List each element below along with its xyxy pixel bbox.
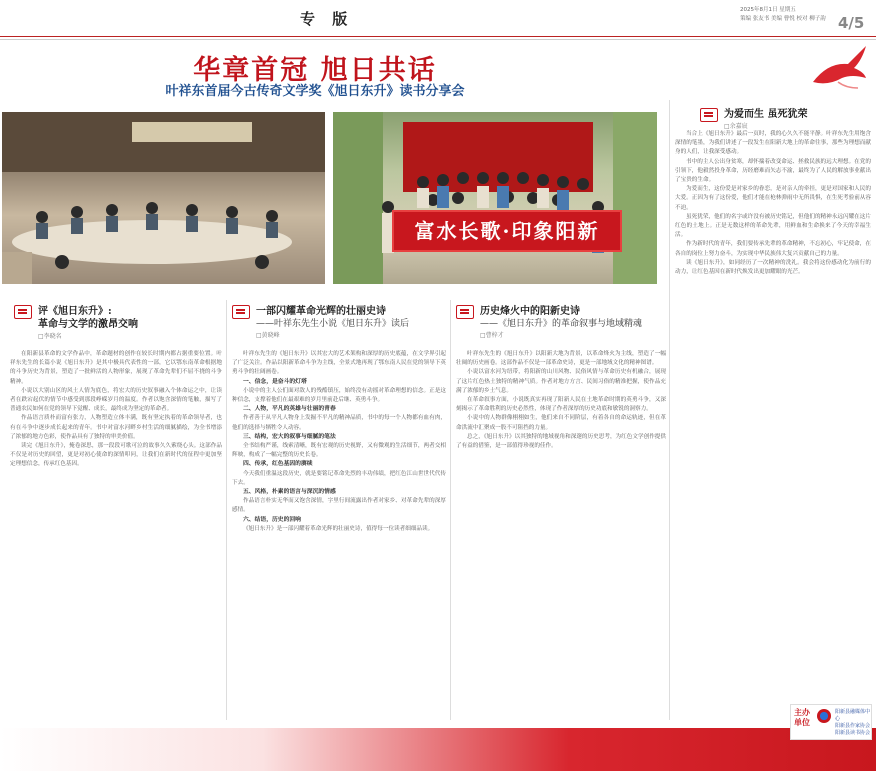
sponsor-name: 阳新县读书协会	[835, 730, 871, 736]
article-paragraph: 叶祥东先生的《旭日东升》以其宏大的艺术架构和深厚的历史底蕴，在文学界引起了广泛关注。作品以阳新革命斗争为主线，全景式地再现了鄂东南人民在党的领导下英勇斗争的壮阔画卷。	[232, 351, 446, 376]
column-divider	[226, 300, 227, 720]
article-section-heading: 六、结语，历史的回响	[243, 516, 301, 523]
page-header	[0, 0, 876, 40]
photo-meeting	[2, 112, 325, 284]
article-paragraph: 为爱而生，这份爱是对家乡的眷恋，是对亲人的牵挂，更是对国家和人民的大爱。正因为有了这份爱，他们才能在枪林弹雨中无所畏惧，在生死考验前从容不迫。	[675, 186, 871, 211]
header-meta	[740, 6, 840, 24]
column-divider	[669, 100, 670, 720]
headline-title: 华章首冠 旭日共话	[193, 55, 437, 86]
article-paragraph: 叶祥东先生的《旭日东升》以阳新大地为背景，以革命烽火为主线，塑造了一幅壮阔的历史画卷。这部作品不仅是一部革命史诗，更是一部地域文化的精神图谱。	[456, 351, 666, 367]
article-1-header	[14, 305, 214, 340]
meeting-scene-graphic	[2, 112, 325, 284]
article-paragraph: 读《旭日东升》，如同经历了一次精神的洗礼。我会将这份感动化为前行的动力，让红色基因在新时代焕发出更加耀眼的光芒。	[675, 259, 871, 276]
red-bird-icon	[808, 42, 868, 92]
article-paragraph: 今天我们重温这段历史，就是要铭记革命先烈的丰功伟绩，把红色江山世世代代传下去。	[232, 470, 446, 486]
article-paragraph: 总之，《旭日东升》以其独特的地域视角和深邃的历史思考，为红色文学创作提供了有益的借鉴，是一部值得珍视的佳作。	[456, 433, 666, 450]
article-paragraph: 小说以富水河为纽带，将阳新的山川风物、民俗风情与革命历史有机融合，展现了这片红色热土独特的精神气质。作者对地方方言、民间习俗的精准把握，使作品充满了浓郁的乡土气息。	[456, 369, 666, 394]
article-paragraph: 小说以大别山区的风土人情为底色，将宏大的历史叙事融入个体命运之中，让读者在跌宕起伏的情节中感受到那段峥嵘岁月的温度。作者以饱含深情的笔触，描写了普通农民如何在党的领导下觉醒、成长，最终成为坚定的革命者。	[10, 387, 222, 413]
header-editors: 策编 张友书 美编 曹悦 校对 柳子韵	[740, 16, 826, 22]
article-3-subtitle: ——《旭日东升》的革命叙事与地域精魂	[480, 319, 643, 329]
article-badge-icon	[700, 108, 718, 122]
article-4-author: □余嘉宸	[724, 123, 748, 130]
sponsor-name: 阳新县作家协会	[835, 723, 871, 729]
article-paragraph: 全书结构严谨，线索清晰，既有宏观的历史视野，又有微观的生活细节，两者交相辉映，构成了一幅完整的历史长卷。	[232, 443, 446, 459]
article-section-heading: 二、人物，平凡的英雄与壮丽的青春	[243, 406, 336, 413]
article-badge-icon	[232, 305, 250, 319]
banner-slogan: 富水长歌·印象阳新	[392, 210, 622, 252]
article-paragraph: 小说中的主人公们面对敌人的残酷镇压，始终没有动摇对革命理想的信念。正是这种信念，支撑着他们在最艰难的岁月里前赴后继、英勇斗争。	[232, 387, 446, 404]
article-paragraph: 当合上《旭日东升》最后一页时，我的心久久不能平静。叶祥东先生用饱含深情的笔墨，为我们讲述了一段发生在阳新大地上的革命往事，那些为理想而献身的人们，让我深受感动。	[675, 131, 871, 156]
sponsor-logo-icon	[817, 709, 831, 723]
article-section-heading: 三、结构，宏大的叙事与细腻的笔法	[243, 433, 336, 440]
article-3-title: 历史烽火中的阳新史诗	[480, 306, 580, 317]
article-1-subtitle: 革命与文学的激昂交响	[38, 319, 138, 330]
article-4-title: 为爱而生 虽死犹荣	[724, 109, 808, 120]
article-paragraph: 在革命叙事方面，小说既真实再现了阳新人民在土地革命时期的英勇斗争，又深刻揭示了革命胜利的历史必然性，体现了作者深厚的历史功底和敏锐的洞察力。	[456, 397, 666, 413]
sponsor-box	[790, 704, 872, 740]
article-paragraph: 作品语言质朴而富有张力，人物塑造立体丰满，既有坚定执着的革命领导者，也有在斗争中逐步成长起来的青年。书中对富水河畔乡村生活的细腻描绘，为全书增添了浓郁的地方色彩，使作品具有了独特的审美价值。	[10, 415, 222, 440]
photo-group	[333, 112, 657, 284]
sponsor-names	[835, 709, 871, 737]
article-4-header	[700, 108, 870, 130]
article-2-author: □黄晓峰	[256, 332, 280, 339]
article-1-author: □李晓名	[38, 333, 62, 340]
article-3-author: □曹梓才	[480, 332, 504, 339]
column-divider	[450, 300, 451, 720]
article-paragraph: 作为新时代的青年，我们要传承先辈的革命精神，不忘初心，牢记使命，在各自的岗位上努力奋斗，为实现中华民族伟大复兴贡献自己的力量。	[675, 241, 871, 257]
headline-subtitle: 叶祥东首届今古传奇文学奖《旭日东升》读书分享会	[165, 84, 465, 99]
header-rule	[0, 36, 876, 37]
article-paragraph: 书中的主人公出身贫寒，却怀揣着改变命运、拯救民族的远大理想。在党的引领下，他毅然投身革命，历经磨难而矢志不渝，最终为了人民的解放事业献出了宝贵的生命。	[675, 158, 871, 184]
article-1-body	[10, 350, 222, 719]
article-2-subtitle: ——叶祥东先生小说《旭日东升》读后	[256, 319, 410, 329]
article-3-header	[456, 305, 666, 339]
article-badge-icon	[14, 305, 32, 319]
page-footer-band	[0, 728, 876, 771]
article-1-title: 评《旭日东升》:	[38, 306, 112, 317]
article-section-heading: 五、风格，朴素的语言与深沉的情感	[243, 489, 336, 496]
article-paragraph: 作者善于从平凡人物身上发掘不平凡的精神品质，书中的每一个人物都有血有肉，他们的选择与牺牲令人动容。	[232, 415, 446, 431]
sponsor-name: 阳新县融媒体中心	[835, 709, 871, 722]
article-3-body	[456, 350, 666, 719]
article-paragraph: 读完《旭日东升》，掩卷深思，那一段段可歌可泣的故事久久萦绕心头。这部作品不仅是对历史的回望，更是对初心使命的深情叩问，让我们在新时代的征程中更加坚定理想信念，传承红色基因。	[10, 443, 222, 468]
article-paragraph: 小说中的人物群像栩栩如生，他们来自不同阶层，有着各自的命运轨迹，但在革命洪流中汇聚成一股不可阻挡的力量。	[456, 415, 666, 431]
section-title: 专 版	[300, 10, 354, 28]
article-4-body	[675, 130, 871, 719]
article-badge-icon	[456, 305, 474, 319]
article-paragraph: 虽死犹荣，他们的名字或许没有被历史铭记，但他们的精神永远闪耀在这片红色的土地上。正是无数这样的革命先辈，用鲜血和生命换来了今天的幸福生活。	[675, 213, 871, 239]
article-2-header	[232, 305, 442, 339]
sponsor-label: 主办单位	[794, 708, 810, 727]
article-paragraph: 作品语言朴实无华而又饱含深情，字里行间流露出作者对家乡、对革命先辈的深厚感情。	[232, 498, 446, 514]
article-paragraph: 在阳新县革命的文学作品中，革命题材的创作在较长时期内都占据重要位置。叶祥东先生的长篇小说《旭日东升》是其中极具代表性的一部，它以鄂东南革命根据地的斗争历史为背景，塑造了一批鲜活的人物形象，展现了革命先辈们不屈不挠的斗争精神。	[10, 351, 222, 385]
group-photo-graphic	[333, 112, 657, 284]
article-paragraph: 《旭日东升》是一部闪耀着革命光辉的壮丽史诗，值得每一位读者细细品读。	[243, 525, 434, 532]
page-number: 4/5	[838, 14, 865, 32]
header-date: 2025年8月1日 星期五	[740, 7, 796, 13]
article-section-heading: 四、传承，红色基因的赓续	[243, 461, 313, 468]
article-section-heading: 一、信念，是奋斗的灯塔	[243, 378, 307, 385]
article-2-title: 一部闪耀革命光辉的壮丽史诗	[256, 306, 386, 317]
article-2-body	[232, 350, 446, 719]
